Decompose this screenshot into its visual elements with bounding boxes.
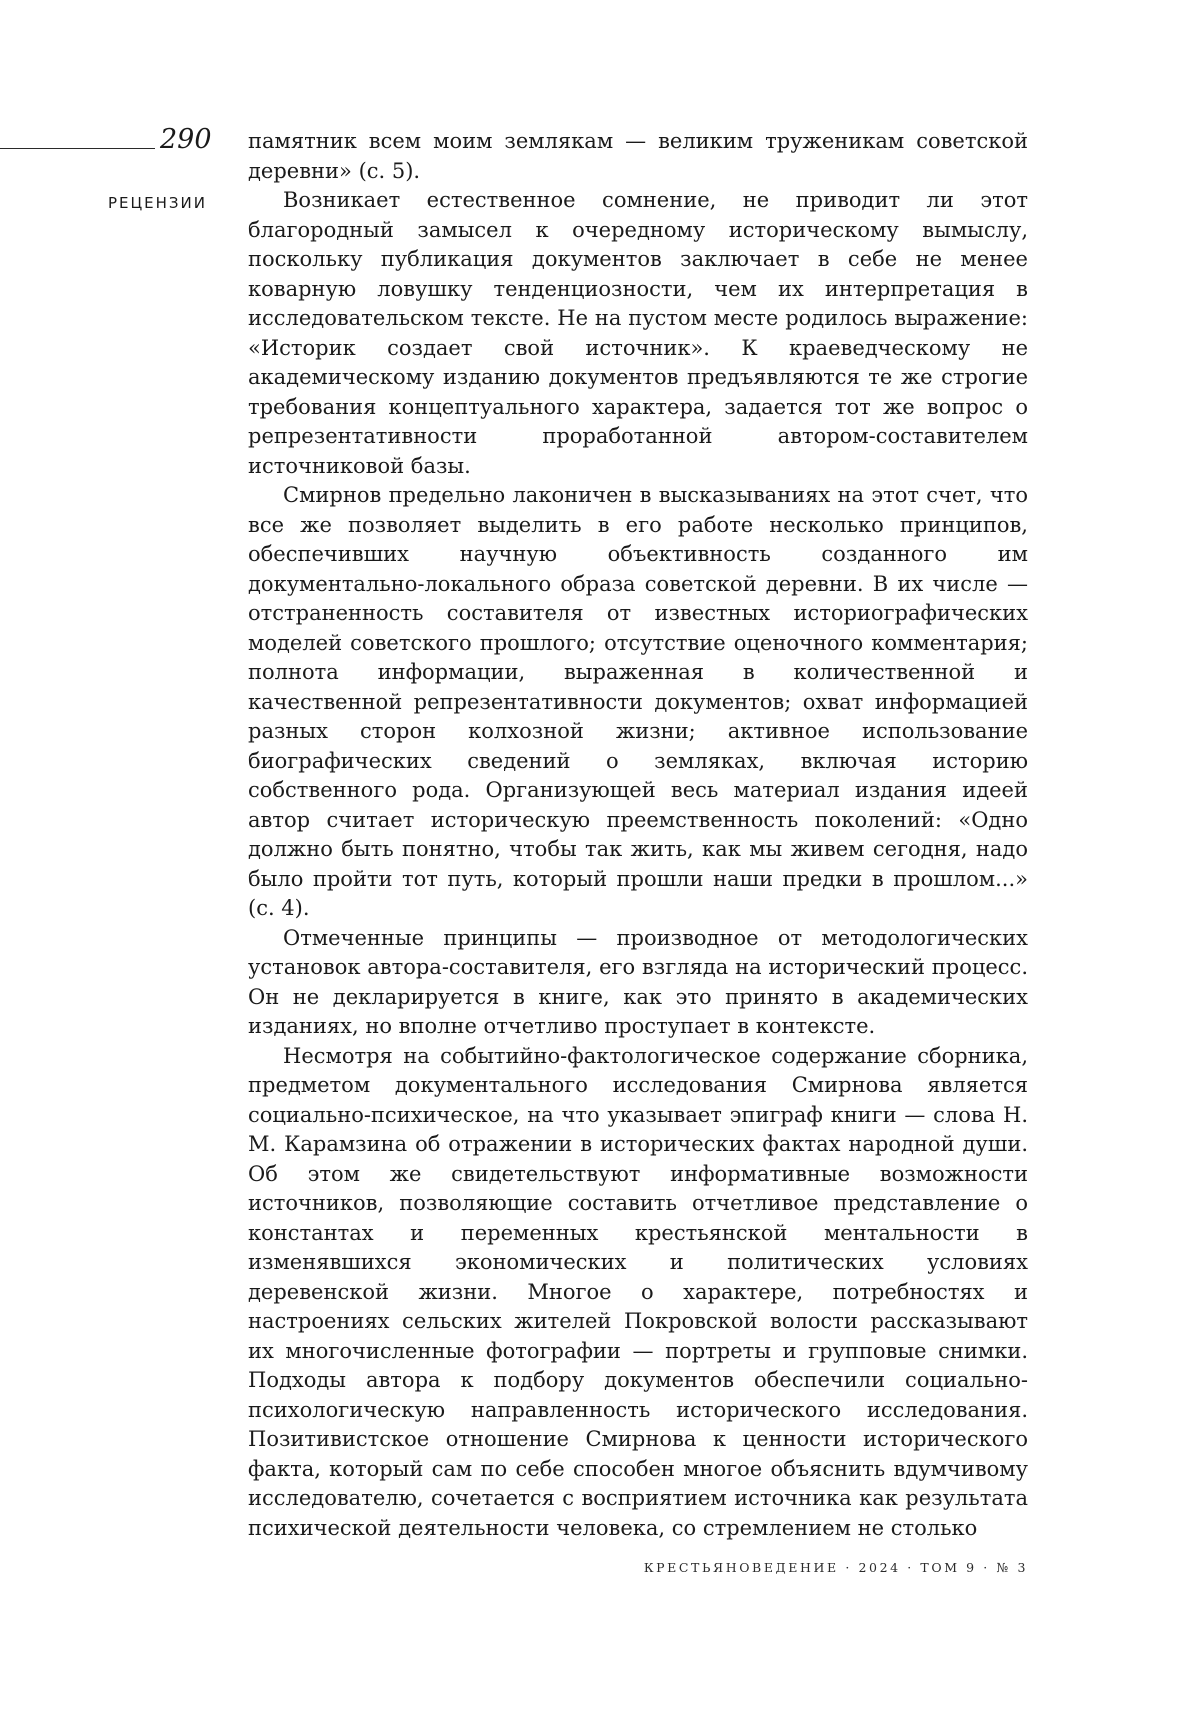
article-body [248, 127, 1028, 1543]
header-rule [0, 148, 155, 149]
paragraph: Несмотря на событийно-фактологическое содержание сборника, предметом документального исследования Смирнова является социально-психическое, на что указывает эпиграф книги — слова Н. М. Карамзина об отражении в исторических фактах народной души. Об этом же свидетельствуют информативные возможности источников, позволяющие составить отчетливое представление о константах и переменных крестьянской ментальности в изменявшихся экономических и политических условиях деревенской жизни. Многое о характере, потребностях и настроениях сельских жителей Покровской волости рассказывают их многочисленные фотографии — портреты и групповые снимки. Подходы автора к подбору документов обеспечили социально-психологическую направленность исторического исследования. Позитивистское отношение Смирнова к ценности исторического факта, который сам по себе способен многое объяснить вдумчивому исследователю, сочетается с восприятием источника как результата психической деятельности человека, со стремлением не столько [248, 1042, 1028, 1544]
paragraph: Возникает естественное сомнение, не приводит ли этот благородный замысел к очередному историческому вымыслу, поскольку публикация документов заключает в себе не менее коварную ловушку тенденциозности, чем их интерпретация в исследовательском тексте. Не на пустом месте родилось выражение: «Историк создает свой источник». К краеведческому не академическому изданию документов предъявляются те же строгие требования концептуального характера, задается тот же вопрос о репрезентативности проработанной автором-составителем источниковой базы. [248, 186, 1028, 481]
journal-page [0, 0, 1200, 1710]
journal-footer: КРЕСТЬЯНОВЕДЕНИЕ · 2024 · ТОМ 9 · № 3 [644, 1560, 1028, 1575]
section-label: РЕЦЕНЗИИ [108, 194, 207, 212]
page-number: 290 [160, 124, 215, 156]
paragraph: Отмеченные принципы — производное от методологических установок автора-составителя, его взгляда на исторический процесс. Он не декларируется в книге, как это принято в академических изданиях, но вполне отчетливо проступает в контексте. [248, 924, 1028, 1042]
paragraph-continuation: памятник всем моим землякам — великим труженикам советской деревни» (с. 5). [248, 127, 1028, 186]
paragraph: Смирнов предельно лаконичен в высказываниях на этот счет, что все же позволяет выделить в его работе несколько принципов, обеспечивших научную объективность созданного им документально-локального образа советской деревни. В их числе — отстраненность составителя от известных историографических моделей советского прошлого; отсутствие оценочного комментария; полнота информации, выраженная в количественной и качественной репрезентативности документов; охват информацией разных сторон колхозной жизни; активное использование биографических сведений о земляках, включая историю собственного рода. Организующей весь материал издания идеей автор считает историческую преемственность поколений: «Одно должно быть понятно, чтобы так жить, как мы живем сегодня, надо было пройти тот путь, который прошли наши предки в прошлом...» (с. 4). [248, 481, 1028, 924]
